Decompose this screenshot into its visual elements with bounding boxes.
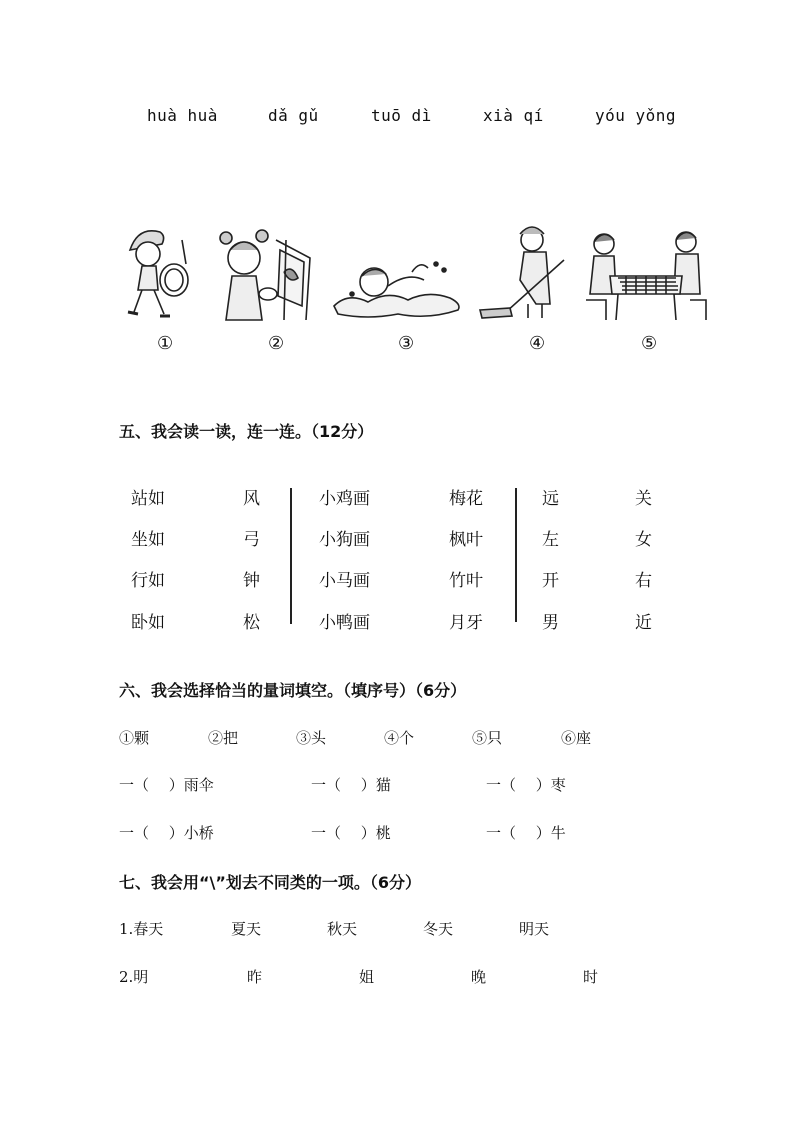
column-divider bbox=[290, 488, 292, 624]
fill-blank-item: 一（ ）枣 bbox=[486, 776, 566, 794]
fill-blank-item: 一（ ）小桥 bbox=[119, 824, 214, 842]
group1-left-item: 站如 bbox=[131, 489, 165, 509]
group2-left-item: 小鸭画 bbox=[319, 613, 370, 633]
picture-number-4: ④ bbox=[529, 333, 546, 354]
picture-number-5: ⑤ bbox=[641, 333, 658, 354]
option-item: ④个 bbox=[384, 729, 415, 747]
pinyin-da-gu: dǎ gǔ bbox=[268, 106, 319, 125]
group2-right-item: 月牙 bbox=[449, 613, 483, 633]
word-item: 夏天 bbox=[231, 920, 262, 938]
option-item: ⑤只 bbox=[472, 729, 503, 747]
word-item: 秋天 bbox=[327, 920, 358, 938]
group2-left-item: 小鸡画 bbox=[319, 489, 370, 509]
pinyin-you-yong: yóu yǒng bbox=[595, 106, 677, 125]
fill-blank-item: 一（ ）猫 bbox=[311, 776, 391, 794]
swimming-boy-illustration bbox=[328, 220, 468, 322]
picture-number-2: ② bbox=[268, 333, 285, 354]
section7-title: 七、我会用“\”划去不同类的一项。（6分） bbox=[119, 873, 422, 892]
char-item: 昨 bbox=[247, 968, 263, 986]
mopping-woman-illustration bbox=[476, 220, 572, 322]
group2-right-item: 枫叶 bbox=[449, 530, 483, 550]
word-item: 冬天 bbox=[423, 920, 454, 938]
group3-right-item: 女 bbox=[635, 530, 652, 550]
group3-left-item: 开 bbox=[542, 571, 559, 591]
pinyin-tuo-di: tuō dì bbox=[371, 106, 432, 125]
fill-blank-item: 一（ ）雨伞 bbox=[119, 776, 214, 794]
group1-left-item: 行如 bbox=[131, 571, 165, 591]
char-item: 姐 bbox=[359, 968, 375, 986]
char-item: 时 bbox=[583, 968, 599, 986]
painting-girl-illustration bbox=[214, 220, 314, 322]
group1-left-item: 卧如 bbox=[131, 613, 165, 633]
column-divider bbox=[515, 488, 517, 622]
group3-right-item: 关 bbox=[635, 489, 652, 509]
char-item: 晚 bbox=[471, 968, 487, 986]
word-item: 明天 bbox=[519, 920, 550, 938]
group3-left-item: 远 bbox=[542, 489, 559, 509]
option-item: ②把 bbox=[208, 729, 239, 747]
group3-left-item: 男 bbox=[542, 613, 559, 633]
group3-right-item: 近 bbox=[635, 613, 652, 633]
group1-right-item: 钟 bbox=[243, 571, 260, 591]
group1-right-item: 弓 bbox=[243, 530, 260, 550]
group2-left-item: 小马画 bbox=[319, 571, 370, 591]
section6-title: 六、我会选择恰当的量词填空。（填序号）（6分） bbox=[119, 681, 467, 700]
group2-left-item: 小狗画 bbox=[319, 530, 370, 550]
word-item: 1.春天 bbox=[119, 920, 164, 938]
fill-blank-item: 一（ ）牛 bbox=[486, 824, 566, 842]
section5-title: 五、我会读一读，连一连。（12分） bbox=[119, 422, 374, 441]
group2-right-item: 梅花 bbox=[449, 489, 483, 509]
group3-right-item: 右 bbox=[635, 571, 652, 591]
group1-left-item: 坐如 bbox=[131, 530, 165, 550]
option-item: ①颗 bbox=[119, 729, 150, 747]
option-item: ⑥座 bbox=[561, 729, 592, 747]
group2-right-item: 竹叶 bbox=[449, 571, 483, 591]
drumming-boy-illustration bbox=[118, 220, 208, 322]
pinyin-hua-hua: huà huà bbox=[147, 106, 218, 125]
group1-right-item: 风 bbox=[243, 489, 260, 509]
option-item: ③头 bbox=[296, 729, 327, 747]
playing-chess-illustration bbox=[582, 220, 708, 322]
group1-right-item: 松 bbox=[243, 613, 260, 633]
fill-blank-item: 一（ ）桃 bbox=[311, 824, 391, 842]
picture-number-1: ① bbox=[157, 333, 174, 354]
char-item: 2.明 bbox=[119, 968, 149, 986]
picture-number-3: ③ bbox=[398, 333, 415, 354]
group3-left-item: 左 bbox=[542, 530, 559, 550]
pinyin-xia-qi: xià qí bbox=[483, 106, 544, 125]
